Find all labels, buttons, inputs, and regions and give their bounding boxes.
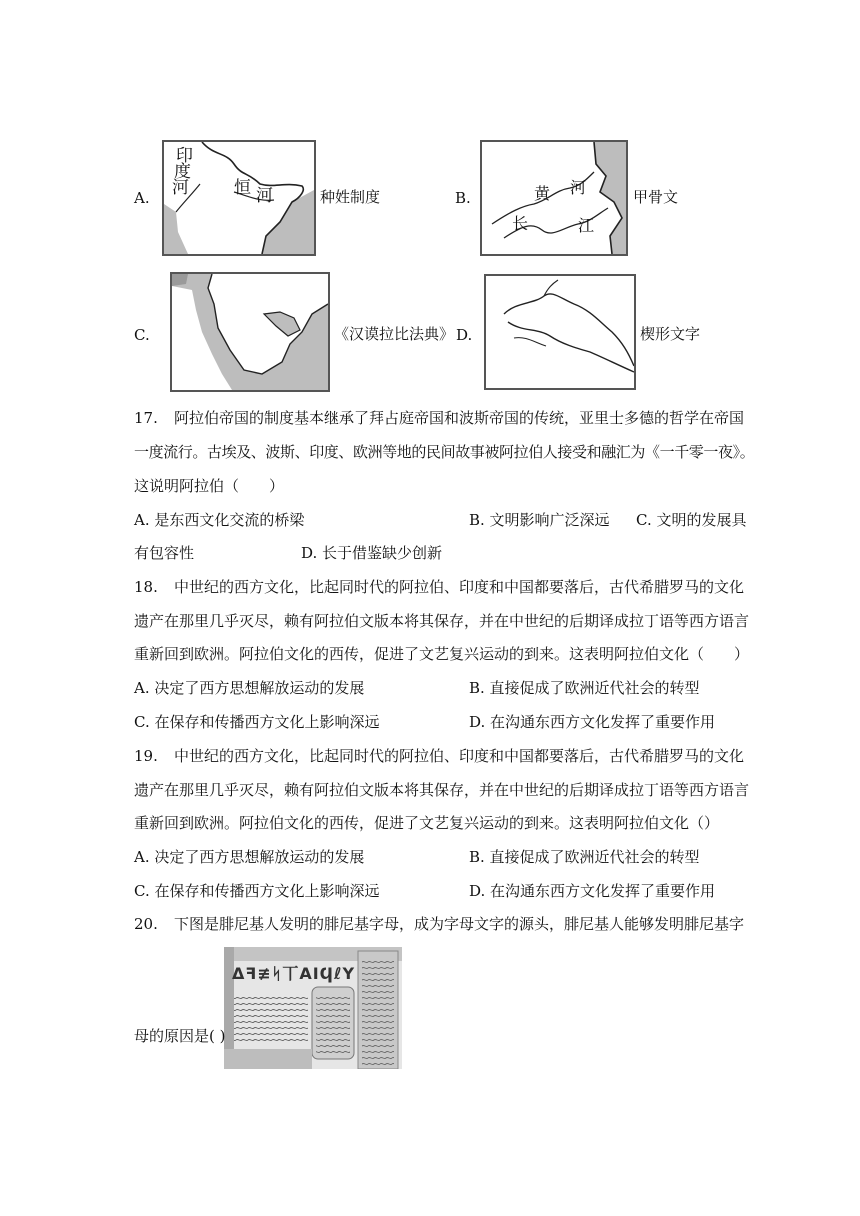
map-india (162, 140, 316, 256)
map-label-du: 度 (174, 162, 191, 182)
map-label-huang: 黄 (534, 184, 551, 203)
question-18-line-1: 中世纪的西方文化，比起同时代的阿拉伯、印度和中国都要落后，古代希腊罗马的文化 (174, 578, 745, 596)
option-a-label: 种姓制度 (320, 188, 381, 206)
question-20-line-1: 下图是腓尼基人发明的腓尼基字母，成为字母文字的源头，腓尼基人能够发明腓尼基字 (174, 915, 745, 933)
question-18-line-3: 重新回到欧洲。阿拉伯文化的西传，促进了文艺复兴运动的到来。这表明阿拉伯文化（ ） (134, 645, 750, 663)
question-17-option-a: A. 是东西文化交流的桥梁 (134, 511, 305, 529)
question-18-number: 18. (134, 578, 158, 596)
question-19-number: 19. (134, 747, 158, 765)
question-18-option-a: A. 决定了西方思想解放运动的发展 (134, 679, 365, 697)
map-arabia (170, 272, 330, 392)
question-18-option-b: B. 直接促成了欧洲近代社会的转型 (469, 679, 700, 697)
question-19-line-1: 中世纪的西方文化，比起同时代的阿拉伯、印度和中国都要落后，古代希腊罗马的文化 (174, 747, 745, 765)
question-17-line-1: 阿拉伯帝国的制度基本继承了拜占庭帝国和波斯帝国的传统，亚里士多德的哲学在帝国 (174, 409, 745, 427)
option-c-label: 《汉谟拉比法典》 (334, 325, 455, 343)
question-17-option-b: B. 文明影响广泛深远 (469, 511, 610, 529)
option-d-label: 楔形文字 (640, 325, 701, 343)
map-label-chang: 长 (512, 214, 529, 233)
map-label-jiang: 江 (578, 216, 595, 235)
question-17-line-3: 这说明阿拉伯（ ） (134, 477, 285, 495)
question-19-option-a: A. 决定了西方思想解放运动的发展 (134, 848, 365, 866)
question-18-option-c: C. 在保存和传播西方文化上影响深远 (134, 713, 380, 731)
question-17-line-2: 一度流行。古埃及、波斯、印度、欧洲等地的民间故事被阿拉伯人接受和融汇为《一千零一夜》。 (134, 443, 755, 461)
map-label-he2: 河 (256, 186, 273, 206)
map-label-he1: 河 (172, 178, 189, 198)
question-19-option-c: C. 在保存和传播西方文化上影响深远 (134, 882, 380, 900)
option-b-letter: B. (455, 189, 471, 207)
question-19-option-b: B. 直接促成了欧洲近代社会的转型 (469, 848, 700, 866)
question-19-option-d: D. 在沟通东西方文化发挥了重要作用 (469, 882, 716, 900)
photo-inscription: Δꟻ≢ᛋ丅ΑΙϤℓΥ (232, 964, 356, 983)
question-17-number: 17. (134, 409, 158, 427)
option-a-letter: A. (134, 189, 150, 207)
map-mesopotamia (484, 274, 636, 390)
question-17-option-d: D. 长于借鉴缺少创新 (301, 544, 443, 562)
option-d-letter: D. (456, 326, 473, 344)
question-18-line-2: 遗产在那里几乎灭尽，赖有阿拉伯文版本将其保存，并在中世纪的后期译成拉丁语等西方语言 (134, 612, 750, 630)
map-label-he: 河 (570, 178, 587, 197)
map-label-heng: 恒 (234, 178, 251, 198)
question-17-option-c: C. 文明的发展具 (636, 511, 747, 529)
option-c-letter: C. (134, 326, 150, 344)
question-19-line-3: 重新回到欧洲。阿拉伯文化的西传，促进了文艺复兴运动的到来。这表明阿拉伯文化（） (134, 814, 720, 832)
question-20-line-2: 母的原因是( ) (134, 1027, 226, 1045)
phoenician-alphabet-photo (224, 947, 402, 1069)
question-20-number: 20. (134, 915, 158, 933)
question-18-option-d: D. 在沟通东西方文化发挥了重要作用 (469, 713, 716, 731)
map-china (480, 140, 628, 256)
question-17-option-c-cont: 有包容性 (134, 544, 195, 562)
option-b-label: 甲骨文 (633, 188, 679, 206)
question-19-line-2: 遗产在那里几乎灭尽，赖有阿拉伯文版本将其保存，并在中世纪的后期译成拉丁语等西方语言 (134, 781, 750, 799)
map-label-yin: 印 (176, 146, 193, 166)
